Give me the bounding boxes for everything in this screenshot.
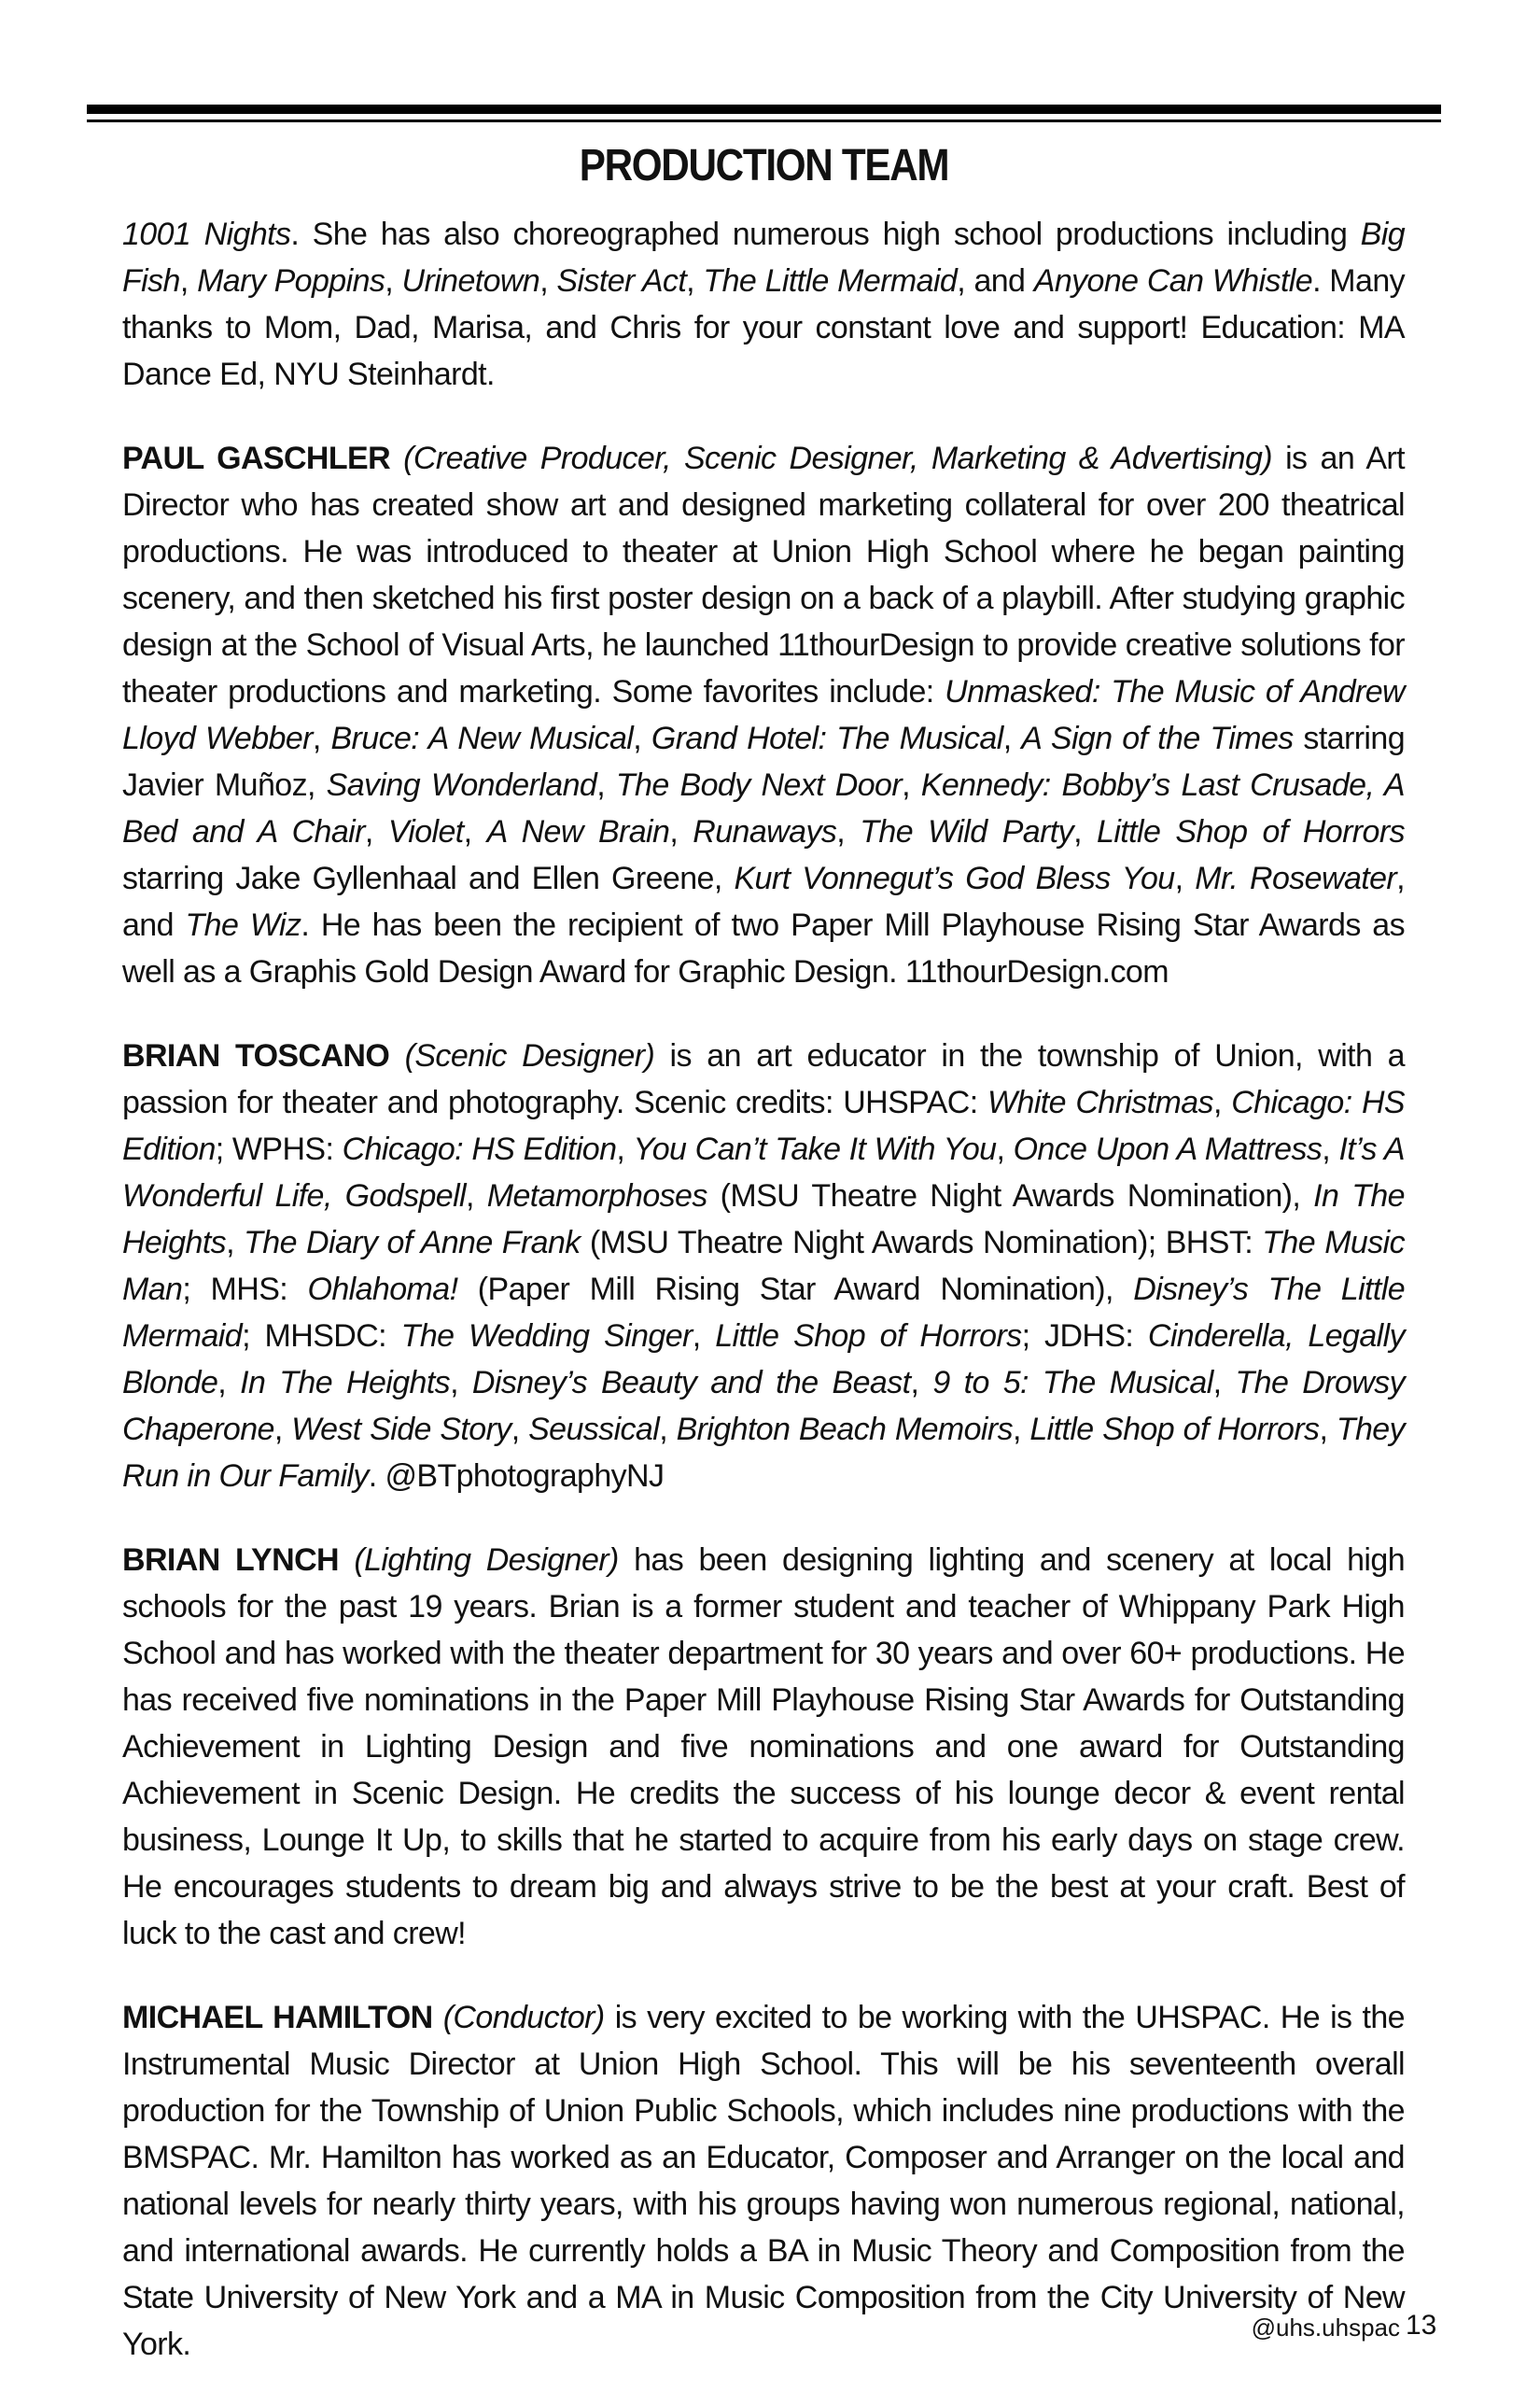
bio-name: MICHAEL HAMILTON <box>122 2000 433 2035</box>
social-handle: @uhs.uhspac <box>1251 2314 1400 2342</box>
bio-paul-gaschler: PAUL GASCHLER (Creative Producer, Scenic Designer, Marketing & Advertising) is an Art Director who has created show art and designed marketing collateral for over 200 theatrical productions. He was introduced to theater at Union High School where he began painting scenery, and then sketched his first poster design on a back of a playbill. After studying graphic design at the School of Visual Arts, he launched 11thourDesign to provide creative solutions for theater productions and marketing. Some favorites include: Unmasked: The Music of Andrew Lloyd Webber, Bruce: A New Musical, Grand Hotel: The Musical, A Sign of the Times starring Javier Muñoz, Saving Wonderland, The Body Next Door, Kennedy: Bobby’s Last Crusade, A Bed and A Chair, Violet, A New Brain, Runaways, The Wild Party, Little Shop of Horrors starring Jake Gyllenhaal and Ellen Greene, Kurt Vonnegut’s God Bless You, Mr. Rosewater, and The Wiz. He has been the recipient of two Paper Mill Playhouse Rising Star Awards as well as a Graphis Gold Design Award for Graphic Design. 11thourDesign.com <box>122 441 1405 990</box>
body-text <box>122 211 1405 2405</box>
bio-name: BRIAN LYNCH <box>122 1542 339 1578</box>
show-title: Urinetown <box>401 263 540 299</box>
bio-role: (Conductor) <box>442 2000 605 2035</box>
page-number: 13 <box>1406 2310 1437 2341</box>
bio-michael-hamilton: MICHAEL HAMILTON (Conductor) is very excited to be working with the UHSPAC. He is the Instrumental Music Director at Union High School. This will be his seventeenth overall production for the Township of Union Public Schools, which includes nine productions with the BMSPAC. Mr. Hamilton has worked as an Educator, Composer and Arranger on the local and national levels for nearly thirty years, with his groups having won numerous regional, national, and international awards. He currently holds a BA in Music Theory and Composition from the State University of New York and a MA in Music Composition from the City University of New York. <box>122 2000 1405 2362</box>
bio-role: (Lighting Designer) <box>354 1542 619 1578</box>
show-title: The Little Mermaid <box>703 263 958 299</box>
intro-paragraph: 1001 Nights. She has also choreographed numerous high school productions including Big Fish, Mary Poppins, Urinetown, Sister Act, The Little Mermaid, and Anyone Can Whistle. Many thanks to Mom, Dad, Marisa, and Chris for your constant love and support! Education: MA Dance Ed, NYU Steinhardt. <box>122 217 1406 392</box>
show-title: Sister Act <box>556 263 687 299</box>
show-title: 1001 Nights <box>122 217 291 252</box>
bio-role: (Scenic Designer) <box>404 1038 655 1074</box>
show-title: Big Fish <box>122 217 1406 299</box>
header-rule-thin <box>87 120 1441 122</box>
header-rule-thick <box>87 105 1441 114</box>
bio-name: PAUL GASCHLER <box>122 441 391 476</box>
bio-name: BRIAN TOSCANO <box>122 1038 390 1074</box>
show-title: Anyone Can Whistle <box>1033 263 1313 299</box>
bio-brian-toscano: BRIAN TOSCANO (Scenic Designer) is an art educator in the township of Union, with a passion for theater and photography. Scenic credits: UHSPAC: White Christmas, Chicago: HS Edition; WPHS: Chicago: HS Edition, You Can’t Take It With You, Once Upon A Mattress, It’s A Wonderful Life, Godspell, Metamorphoses (MSU Theatre Night Awards Nomination), In The Heights, The Diary of Anne Frank (MSU Theatre Night Awards Nomination); BHST: The Music Man; MHS: Ohlahoma! (Paper Mill Rising Star Award Nomination), Disney’s The Little Mermaid; MHSDC: The Wedding Singer, Little Shop of Horrors; JDHS: Cinderella, Legally Blonde, In The Heights, Disney’s Beauty and the Beast, 9 to 5: The Musical, The Drowsy Chaperone, West Side Story, Seussical, Brighton Beach Memoirs, Little Shop of Horrors, They Run in Our Family. @BTphotographyNJ <box>122 1038 1406 1494</box>
page-title: PRODUCTION TEAM <box>579 141 949 190</box>
show-title: Mary Poppins <box>197 263 385 299</box>
bio-brian-lynch: BRIAN LYNCH (Lighting Designer) has been designing lighting and scenery at local high schools for the past 19 years. Brian is a former student and teacher of Whippany Park High School and has worked with the theater department for 30 years and over 60+ productions. He has received five nominations in the Paper Mill Playhouse Rising Star Awards for Outstanding Achievement in Lighting Design and five nominations and one award for Outstanding Achievement in Scenic Design. He credits the success of his lounge decor & event rental business, Lounge It Up, to skills that he started to acquire from his early days on stage crew. He encourages students to dream big and always strive to be the best at your craft. Best of luck to the cast and crew! <box>122 1542 1405 1951</box>
bio-role: (Creative Producer, Scenic Designer, Marketing & Advertising) <box>403 441 1272 476</box>
